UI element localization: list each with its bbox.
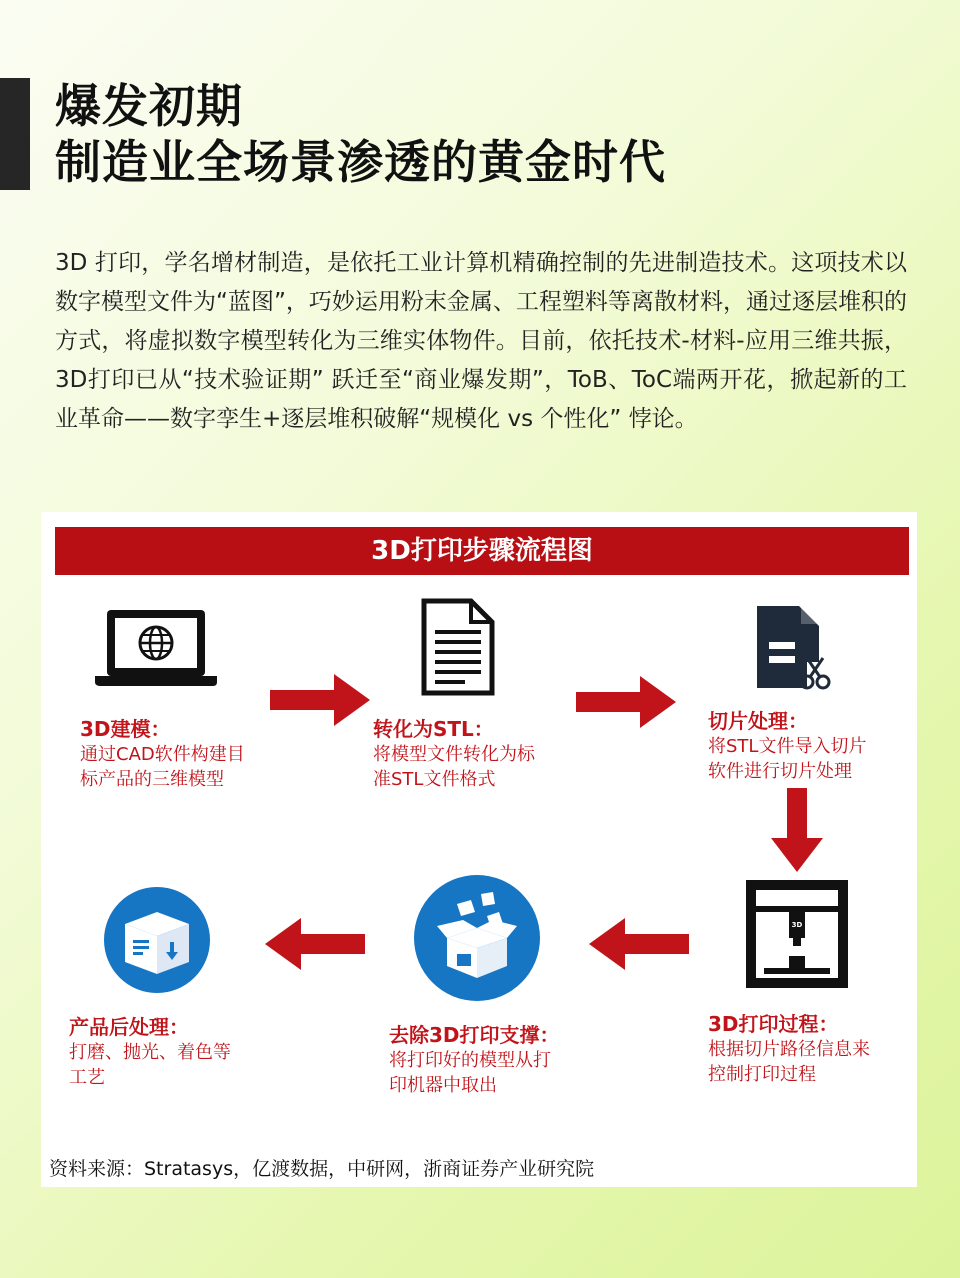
step-desc-line: 工艺 (69, 1067, 105, 1088)
arrow-left-1 (589, 918, 689, 970)
step-remove-support (389, 1022, 599, 1098)
arrow-down (771, 788, 823, 872)
step-desc-line: 控制打印过程 (708, 1064, 816, 1085)
step-desc-line: 将打印好的模型从打 (389, 1050, 551, 1071)
arrow-right-1 (270, 674, 370, 726)
package-icon (103, 886, 211, 994)
arrow-right-2 (576, 676, 676, 728)
open-box-icon (413, 874, 541, 1002)
step-desc-line: 印机器中取出 (389, 1075, 497, 1096)
printer-head-label: 3D (791, 921, 803, 929)
flowchart-panel (41, 512, 917, 1187)
step-printing (708, 1011, 908, 1087)
step-desc-line: 将模型文件转化为标 (373, 744, 535, 765)
flowchart-header: 3D打印步骤流程图 (55, 527, 909, 575)
page-title-line-1: 爆发初期 (55, 79, 243, 133)
step-post-processing (69, 1014, 269, 1090)
step-desc-line: 准STL文件格式 (373, 769, 496, 790)
step-title: 3D建模： (80, 717, 171, 741)
step-desc-line: 打磨、抛光、着色等 (69, 1042, 231, 1063)
title-accent-bar (0, 78, 30, 190)
step-desc-line: 标产品的三维模型 (80, 769, 224, 790)
3d-printer-icon (746, 880, 848, 988)
source-note: 资料来源：Stratasys，亿渡数据，中研网，浙商证券产业研究院 (49, 1158, 595, 1180)
page-title (55, 78, 666, 190)
step-desc-line: 软件进行切片处理 (708, 761, 852, 782)
intro-paragraph: 3D 打印，学名增材制造，是依托工业计算机精确控制的先进制造技术。这项技术以数字模型文件为“蓝图”，巧妙运用粉末金属、工程塑料等离散材料，通过逐层堆积的方式，将虚拟数字模型转化为三维实体物件。目前，依托技术-材料-应用三维共振，3D打印已从“技术验证期” 跃迁至“商业爆发期”，ToB、ToC端两开花，掀起新的工业革命——数字孪生+逐层堆积破解“规模化 vs 个性化” 悖论。 (55, 250, 907, 432)
page-title-line-2: 制造业全场景渗透的黄金时代 (55, 135, 666, 189)
step-desc-line: 根据切片路径信息来 (708, 1039, 870, 1060)
step-desc-line: 将STL文件导入切片 (708, 736, 867, 757)
file-scissors-icon (753, 602, 833, 692)
step-desc-line: 通过CAD软件构建目 (80, 744, 245, 765)
laptop-globe-icon (93, 604, 221, 688)
step-title: 3D打印过程： (708, 1012, 839, 1036)
step-3d-modeling (80, 716, 270, 792)
document-icon (421, 598, 495, 696)
arrow-left-2 (265, 918, 365, 970)
step-title: 切片处理： (708, 709, 808, 733)
step-title: 产品后处理： (69, 1015, 189, 1039)
step-convert-stl (373, 716, 573, 792)
step-slicing (708, 708, 908, 784)
step-title: 转化为STL： (373, 717, 494, 741)
step-title: 去除3D打印支撑： (389, 1023, 560, 1047)
